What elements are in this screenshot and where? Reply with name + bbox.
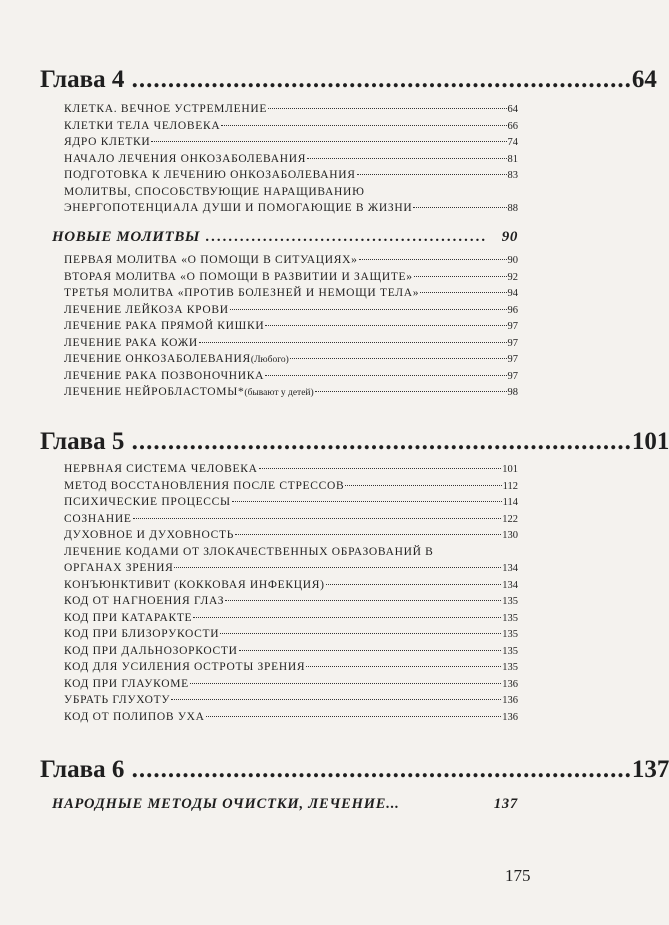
entry-title: ЯДРО КЛЕТКИ: [64, 136, 151, 148]
toc-entry-first-line[interactable]: [64, 184, 518, 201]
chapter-page: 137: [631, 756, 669, 783]
toc-entry[interactable]: [64, 269, 518, 286]
entry-title: ЛЕЧЕНИЕ РАКА ПРЯМОЙ КИШКИ: [64, 320, 265, 332]
entry-page: 92: [507, 271, 518, 283]
entry-page: 112: [502, 480, 518, 492]
entry-page: 66: [507, 120, 518, 132]
leader-line: [359, 259, 507, 260]
entry-title-line1: МОЛИТВЫ, СПОСОБСТВУЮЩИЕ НАРАЩИВАНИЮ: [64, 185, 365, 198]
entry-page: 135: [502, 629, 518, 640]
leader-line: [265, 375, 506, 376]
entry-title: НАЧАЛО ЛЕЧЕНИЯ ОНКОЗАБОЛЕВАНИЯ: [64, 152, 307, 165]
entry-title: КЛЕТКИ ТЕЛА ЧЕЛОВЕКА: [64, 119, 221, 132]
leader-dots: .....................................................................: [124, 66, 632, 93]
entry-title: ЛЕЧЕНИЕ РАКА КОЖИ: [64, 336, 198, 349]
toc-entry[interactable]: [64, 302, 518, 319]
entry-page: 136: [502, 695, 518, 706]
entry-title: ДУХОВНОЕ И ДУХОВНОСТЬ: [64, 529, 235, 541]
section-heading: [52, 229, 518, 246]
chapter-title: Глава 6: [40, 756, 125, 783]
section-page: 137: [493, 796, 518, 812]
entry-title: МЕТОД ВОССТАНОВЛЕНИЯ ПОСЛЕ СТРЕССОВ: [64, 479, 345, 492]
entry-page: 134: [502, 579, 518, 591]
section-heading: [52, 796, 518, 813]
chapter-title: Глава 5: [40, 428, 125, 455]
leader-line: [265, 325, 506, 326]
entry-page: 134: [502, 563, 518, 574]
chapter-title: Глава 4: [40, 66, 125, 93]
entry-page: 97: [507, 354, 518, 365]
entry-page: 135: [502, 612, 518, 624]
leader-line: [220, 633, 501, 634]
entry-page: 88: [507, 203, 518, 214]
chapter-page: 101: [631, 428, 669, 455]
leader-line: [420, 292, 506, 293]
chapter-heading: [40, 428, 669, 456]
entry-title: ПОДГОТОВКА К ЛЕЧЕНИЮ ОНКОЗАБОЛЕВАНИЯ: [64, 169, 356, 181]
toc-entry[interactable]: [64, 659, 518, 676]
page-number: 175: [505, 866, 531, 885]
toc-entry[interactable]: [64, 527, 518, 544]
entry-page: 135: [502, 596, 518, 607]
toc-entry[interactable]: [64, 593, 518, 610]
toc-entry[interactable]: [64, 318, 518, 335]
toc-entry[interactable]: [64, 384, 518, 401]
toc-entry[interactable]: [64, 200, 518, 217]
entry-title: НЕРВНАЯ СИСТЕМА ЧЕЛОВЕКА: [64, 463, 258, 475]
entry-title: КОД ОТ НАГНОЕНИЯ ГЛАЗ: [64, 595, 225, 607]
toc-entry-first-line[interactable]: [64, 544, 518, 561]
leader-line: [290, 358, 507, 359]
section-page: 90: [501, 229, 518, 245]
leader-line: [414, 276, 507, 277]
toc-entry[interactable]: [64, 709, 518, 726]
toc-entry[interactable]: [64, 676, 518, 693]
entry-title: КОД ПРИ КАТАРАКТЕ: [64, 611, 193, 624]
chapter-page: 64: [631, 66, 657, 93]
entry-page: 97: [507, 321, 518, 332]
leader-line: [232, 501, 502, 502]
toc-entry[interactable]: [64, 494, 518, 511]
leader-dots: .....................................................................: [124, 428, 632, 455]
chapter-heading: [40, 756, 669, 784]
section-entries: [64, 252, 518, 401]
leader-line: [171, 699, 501, 700]
toc-entry[interactable]: [64, 560, 518, 577]
entry-page: 97: [507, 337, 518, 349]
section-title: НАРОДНЫЕ МЕТОДЫ ОЧИСТКИ, ЛЕЧЕНИЕ...: [52, 796, 400, 812]
toc-entry[interactable]: [64, 285, 518, 302]
leader-line: [239, 650, 502, 651]
toc-entry[interactable]: [64, 610, 518, 627]
toc-entry[interactable]: [64, 335, 518, 352]
entry-title: ЛЕЧЕНИЕ РАКА ПОЗВОНОЧНИКА: [64, 369, 265, 382]
toc-entry[interactable]: [64, 626, 518, 643]
entry-page: 101: [502, 464, 518, 475]
entry-page: 130: [502, 530, 518, 541]
toc-entry[interactable]: [64, 692, 518, 709]
entry-title: КЛЕТКА. ВЕЧНОЕ УСТРЕМЛЕНИЕ: [64, 103, 268, 115]
toc-entry[interactable]: [64, 478, 518, 495]
leader-line: [345, 485, 501, 486]
entry-title: ПЕРВАЯ МОЛИТВА «О ПОМОЩИ В СИТУАЦИЯХ»: [64, 254, 358, 266]
toc-entry[interactable]: [64, 511, 518, 528]
entry-page: 122: [502, 513, 518, 525]
toc-entry[interactable]: [64, 134, 518, 151]
chapter-5-entries: [64, 461, 518, 725]
entry-title: КОД ДЛЯ УСИЛЕНИЯ ОСТРОТЫ ЗРЕНИЯ: [64, 661, 306, 673]
toc-entry[interactable]: [64, 461, 518, 478]
leader-line: [199, 342, 507, 343]
leader-line: [221, 125, 506, 126]
entry-title: ЛЕЧЕНИЕ НЕЙРОБЛАСТОМЫ*: [64, 386, 245, 398]
toc-entry[interactable]: [64, 351, 518, 368]
leader-line: [235, 534, 501, 535]
entry-title: КОД ОТ ПОЛИПОВ УХА: [64, 710, 205, 723]
toc-entry[interactable]: [64, 151, 518, 168]
leader-line: [315, 391, 507, 392]
entry-page: 135: [502, 645, 518, 657]
entry-page: 81: [507, 153, 518, 165]
toc-entry[interactable]: [64, 643, 518, 660]
leader-line: [225, 600, 501, 601]
toc-entry[interactable]: [64, 167, 518, 184]
toc-entry[interactable]: [64, 118, 518, 135]
section-title: НОВЫЕ МОЛИТВЫ: [52, 229, 201, 245]
entry-title: КОНЪЮНКТИВИТ (КОККОВАЯ ИНФЕКЦИЯ): [64, 578, 325, 591]
chapter-4-entries: [64, 101, 518, 217]
leader-line: [190, 683, 501, 684]
entry-title: ТРЕТЬЯ МОЛИТВА «ПРОТИВ БОЛЕЗНЕЙ И НЕМОЩИ ТЕЛА»: [64, 287, 420, 299]
entry-title: КОД ПРИ БЛИЗОРУКОСТИ: [64, 628, 220, 640]
entry-title: ЛЕЧЕНИЕ ЛЕЙКОЗА КРОВИ: [64, 303, 229, 316]
leader-line: [193, 617, 501, 618]
entry-page: 135: [502, 662, 518, 673]
chapter-heading: [40, 66, 657, 94]
entry-note: (бывают у детей): [244, 388, 314, 398]
toc-entry[interactable]: [64, 252, 518, 269]
entry-title: ПСИХИЧЕСКИЕ ПРОЦЕССЫ: [64, 496, 231, 508]
entry-note: (Любого): [250, 355, 289, 365]
leader-dots: .....................................................................: [124, 756, 632, 783]
leader-line: [259, 468, 502, 469]
toc-entry[interactable]: [64, 368, 518, 385]
entry-title: ЭНЕРГОПОТЕНЦИАЛА ДУШИ И ПОМОГАЮЩИЕ В ЖИЗНИ: [64, 202, 413, 214]
leader-line: [268, 108, 506, 109]
leader-line: [174, 567, 501, 568]
entry-page: 136: [502, 678, 518, 690]
entry-page: 96: [507, 304, 518, 316]
entry-page: 97: [507, 370, 518, 382]
leader-line: [413, 207, 506, 208]
leader-line: [133, 518, 502, 519]
entry-title: СОЗНАНИЕ: [64, 512, 132, 525]
toc-entry[interactable]: [64, 101, 518, 118]
entry-page: 94: [507, 288, 518, 299]
entry-title-line1: ЛЕЧЕНИЕ КОДАМИ ОТ ЗЛОКАЧЕСТВЕННЫХ ОБРАЗОВАНИЙ В: [64, 545, 434, 558]
entry-title: ОРГАНАХ ЗРЕНИЯ: [64, 562, 174, 574]
entry-page: 74: [507, 137, 518, 148]
leader-line: [307, 158, 506, 159]
leader-line: [326, 584, 502, 585]
leader-line: [206, 716, 502, 717]
leader-dots: .................................................: [200, 229, 488, 245]
toc-entry[interactable]: [64, 577, 518, 594]
leader-line: [306, 666, 501, 667]
leader-line: [357, 174, 507, 175]
entry-page: 114: [502, 497, 518, 508]
leader-line: [230, 309, 507, 310]
entry-page: 83: [507, 170, 518, 181]
entry-title: КОД ПРИ ГЛАУКОМЕ: [64, 677, 189, 690]
entry-page: 64: [507, 104, 518, 115]
entry-page: 90: [507, 255, 518, 266]
entry-page: 136: [502, 711, 518, 723]
leader-line: [151, 141, 506, 142]
entry-page: 98: [507, 387, 518, 398]
entry-title: ВТОРАЯ МОЛИТВА «О ПОМОЩИ В РАЗВИТИИ И ЗАЩИТЕ»: [64, 270, 413, 283]
entry-title: КОД ПРИ ДАЛЬНОЗОРКОСТИ: [64, 644, 238, 657]
entry-title: ЛЕЧЕНИЕ ОНКОЗАБОЛЕВАНИЯ: [64, 353, 251, 365]
entry-title: УБРАТЬ ГЛУХОТУ: [64, 694, 171, 706]
